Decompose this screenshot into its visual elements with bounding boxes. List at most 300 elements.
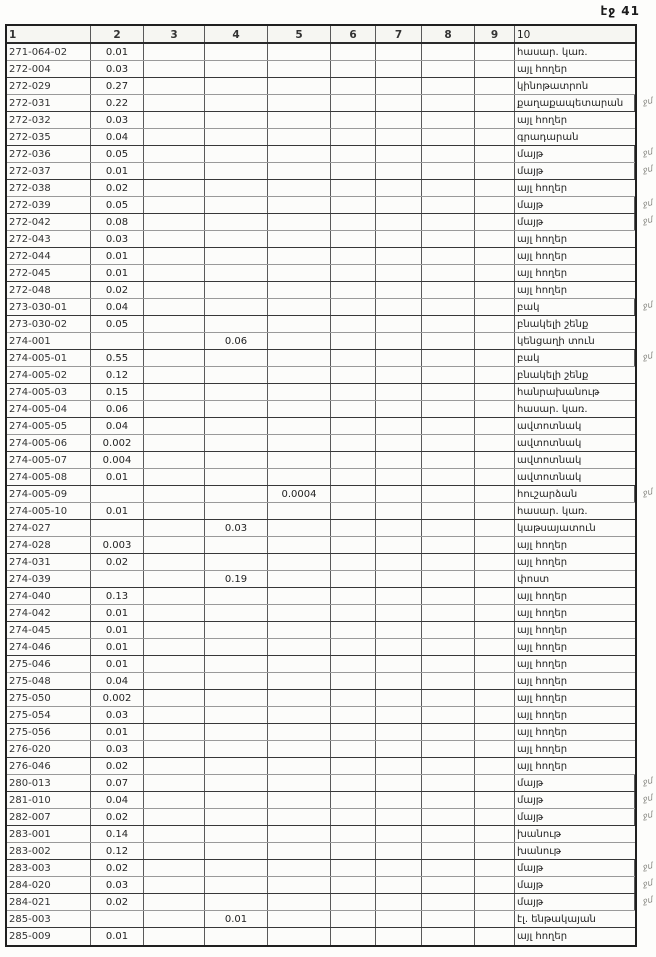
cell-code: 274-039: [7, 571, 91, 587]
cell-value: 0.08: [91, 214, 144, 230]
table-row: [7, 826, 635, 843]
table-row: [7, 605, 635, 622]
cell-value: [331, 537, 376, 553]
cell-value: [144, 792, 205, 808]
cell-label: այլ հողեր: [517, 931, 568, 942]
cell-value: [422, 197, 475, 213]
cell-value: 0.14: [91, 826, 144, 842]
cell-value: [268, 197, 331, 213]
cell-value: [205, 690, 268, 706]
cell-value: [422, 231, 475, 247]
cell-value: 0.03: [91, 61, 144, 77]
cell-code: 276-020: [7, 741, 91, 757]
table-row: [7, 401, 635, 418]
cell-value: [422, 248, 475, 264]
cell-value: [475, 826, 515, 842]
cell-value: [331, 622, 376, 638]
cell-value: [144, 571, 205, 587]
cell-value: [475, 214, 515, 230]
table-row: [7, 503, 635, 520]
cell-value: [422, 928, 475, 945]
margin-note: ջմ: [641, 793, 654, 805]
cell-value: [331, 758, 376, 774]
cell-value: [475, 180, 515, 196]
cell-value: [422, 384, 475, 400]
cell-value: [144, 843, 205, 859]
cell-code: 274-001: [7, 333, 91, 349]
cell-value: [205, 656, 268, 672]
cell-label: այլ հողեր: [517, 744, 568, 755]
cell-value: [144, 350, 205, 366]
cell-value: [268, 741, 331, 757]
table-row: [7, 469, 635, 486]
cell-value: [331, 248, 376, 264]
header-cell: 9: [475, 26, 515, 42]
cell-value: [331, 435, 376, 451]
cell-code: 274-005-10: [7, 503, 91, 519]
cell-code: 274-042: [7, 605, 91, 621]
cell-value: 0.002: [91, 690, 144, 706]
cell-value: 0.01: [91, 248, 144, 264]
cell-label: էլ. ենթակայան: [517, 914, 596, 925]
cell-value: [475, 44, 515, 60]
cell-value: [376, 622, 422, 638]
table-row: [7, 639, 635, 656]
cell-label: մայթ: [515, 860, 635, 876]
cell-code: 274-046: [7, 639, 91, 655]
cell-value: [422, 809, 475, 825]
cell-value: 0.03: [91, 112, 144, 128]
cell-value: [376, 860, 422, 876]
cell-value: [376, 265, 422, 281]
table-row: [7, 350, 654, 367]
cell-value: [144, 78, 205, 94]
cell-value: [205, 639, 268, 655]
table-row: [7, 554, 635, 571]
cell-label: այլ հողեր: [517, 557, 568, 568]
cell-value: 0.0004: [268, 486, 331, 502]
cell-value: [475, 537, 515, 553]
cell-value: 0.15: [91, 384, 144, 400]
cell-value: [331, 163, 376, 179]
cell-value: [144, 146, 205, 162]
cell-value: [475, 690, 515, 706]
cell-value: [331, 707, 376, 723]
cell-label: կենցաղի տուն: [517, 336, 595, 347]
cell-value: [376, 605, 422, 621]
cell-code: 280-013: [7, 775, 91, 791]
cell-value: [331, 877, 376, 893]
cell-value: [331, 860, 376, 876]
cell-value: 0.03: [91, 707, 144, 723]
table-row: [7, 843, 635, 860]
cell-value: [144, 503, 205, 519]
cell-value: [422, 333, 475, 349]
cell-value: 0.02: [91, 180, 144, 196]
cell-label: այլ հողեր: [517, 183, 568, 194]
cell-label: մայթ: [515, 146, 635, 162]
cell-value: [144, 707, 205, 723]
cell-label: գրադարան: [517, 132, 579, 143]
table-row: [7, 435, 635, 452]
table-body: [7, 44, 654, 945]
cell-value: [376, 690, 422, 706]
cell-value: [331, 894, 376, 910]
cell-value: [205, 112, 268, 128]
cell-value: [475, 197, 515, 213]
table-row: [7, 792, 654, 809]
cell-value: [331, 180, 376, 196]
cell-value: [475, 112, 515, 128]
cell-value: 0.01: [91, 928, 144, 945]
cell-value: 0.01: [91, 724, 144, 740]
cell-value: [268, 146, 331, 162]
cell-value: [475, 809, 515, 825]
cell-value: [268, 843, 331, 859]
cell-value: 0.05: [91, 146, 144, 162]
cell-value: [144, 741, 205, 757]
cell-value: [205, 350, 268, 366]
cell-value: [205, 928, 268, 945]
cell-value: 0.01: [91, 605, 144, 621]
cell-value: [205, 673, 268, 689]
cell-value: [268, 690, 331, 706]
cell-value: [205, 129, 268, 145]
cell-value: [268, 350, 331, 366]
cell-value: [268, 333, 331, 349]
cell-value: [331, 129, 376, 145]
cell-value: [205, 741, 268, 757]
cell-value: [376, 44, 422, 60]
cell-value: [422, 61, 475, 77]
cell-value: [205, 146, 268, 162]
cell-value: [475, 469, 515, 485]
cell-value: [205, 265, 268, 281]
cell-value: [475, 877, 515, 893]
cell-value: 0.02: [91, 282, 144, 298]
cell-value: [205, 554, 268, 570]
cell-value: [376, 894, 422, 910]
cell-label: մայթ: [515, 163, 635, 179]
cell-label: խանութ: [517, 829, 561, 840]
cell-value: [268, 894, 331, 910]
cell-value: 0.01: [91, 44, 144, 60]
cell-value: [268, 248, 331, 264]
cell-value: [422, 605, 475, 621]
cell-value: [331, 95, 376, 111]
cell-value: [205, 809, 268, 825]
header-cell: 5: [268, 26, 331, 42]
cell-label: հանրախանութ: [517, 387, 600, 398]
cell-value: [376, 843, 422, 859]
cell-value: 0.12: [91, 367, 144, 383]
cell-code: 274-005-07: [7, 452, 91, 468]
cell-label: մայթ: [515, 792, 635, 808]
cell-value: 0.12: [91, 843, 144, 859]
cell-label: կինոթատրոն: [517, 81, 589, 92]
cell-value: [422, 860, 475, 876]
cell-value: [144, 486, 205, 502]
table-row: [7, 877, 654, 894]
cell-value: 0.004: [91, 452, 144, 468]
cell-value: [376, 656, 422, 672]
cell-value: [422, 571, 475, 587]
cell-value: [205, 95, 268, 111]
cell-label: այլ հողեր: [517, 625, 568, 636]
cell-value: [422, 724, 475, 740]
cell-label: այլ հողեր: [517, 693, 568, 704]
cell-value: [144, 656, 205, 672]
cell-label: մայթ: [515, 775, 635, 791]
table-row: [7, 860, 654, 877]
cell-value: [475, 673, 515, 689]
table-row: [7, 928, 635, 945]
cell-value: [268, 571, 331, 587]
cell-label: այլ հողեր: [517, 540, 568, 551]
cell-code: 271-064-02: [7, 44, 91, 60]
margin-note: ջմ: [641, 164, 654, 176]
cell-value: [422, 894, 475, 910]
cell-value: [205, 894, 268, 910]
cell-value: [205, 860, 268, 876]
cell-value: [422, 486, 475, 502]
cell-value: [331, 571, 376, 587]
cell-value: [268, 418, 331, 434]
cell-value: 0.03: [91, 877, 144, 893]
cell-value: [144, 877, 205, 893]
cell-value: [475, 401, 515, 417]
cell-value: [422, 452, 475, 468]
cell-value: [205, 367, 268, 383]
cell-value: [422, 146, 475, 162]
cell-value: [331, 911, 376, 927]
cell-value: [144, 367, 205, 383]
table-row: [7, 95, 654, 112]
cell-value: 0.04: [91, 792, 144, 808]
cell-value: [205, 826, 268, 842]
cell-code: 273-030-02: [7, 316, 91, 332]
table-row: [7, 656, 635, 673]
cell-value: [205, 588, 268, 604]
cell-value: [331, 486, 376, 502]
cell-code: 275-056: [7, 724, 91, 740]
cell-value: [268, 384, 331, 400]
cell-value: [144, 928, 205, 945]
cell-value: [144, 248, 205, 264]
cell-label: հուշարձան: [515, 486, 635, 502]
cell-value: [376, 758, 422, 774]
cell-value: [331, 231, 376, 247]
cell-value: [475, 622, 515, 638]
cell-value: [331, 350, 376, 366]
cell-value: [144, 554, 205, 570]
cell-value: [268, 724, 331, 740]
cell-label: մայթ: [515, 809, 635, 825]
cell-value: [268, 112, 331, 128]
table-row: [7, 197, 654, 214]
cell-value: [475, 129, 515, 145]
cell-value: [331, 367, 376, 383]
cell-value: [205, 197, 268, 213]
table-row: [7, 282, 635, 299]
cell-value: [376, 316, 422, 332]
cell-value: [268, 503, 331, 519]
cell-value: [422, 469, 475, 485]
cell-value: [376, 826, 422, 842]
cell-value: 0.55: [91, 350, 144, 366]
cell-value: [205, 180, 268, 196]
cell-value: 0.02: [91, 554, 144, 570]
cell-value: [376, 911, 422, 927]
cell-label: ավտոտնակ: [517, 455, 582, 466]
cell-value: [144, 265, 205, 281]
cell-code: 272-037: [7, 163, 91, 179]
cell-value: [205, 537, 268, 553]
cell-value: [331, 673, 376, 689]
cell-value: [205, 316, 268, 332]
cell-value: [144, 316, 205, 332]
cell-value: [144, 435, 205, 451]
margin-note: ջմ: [641, 198, 654, 210]
cell-value: [376, 928, 422, 945]
cell-value: [376, 231, 422, 247]
cell-label: բակ: [515, 299, 635, 315]
cell-value: [475, 554, 515, 570]
cell-value: [422, 367, 475, 383]
cell-value: [144, 44, 205, 60]
cell-code: 276-046: [7, 758, 91, 774]
cell-value: [475, 605, 515, 621]
cell-label: բնակելի շենք: [517, 319, 589, 330]
cell-value: [331, 61, 376, 77]
cell-value: [331, 384, 376, 400]
cell-value: [205, 418, 268, 434]
cell-value: [268, 367, 331, 383]
table-row: [7, 129, 635, 146]
cell-value: [422, 299, 475, 315]
cell-value: [422, 112, 475, 128]
cell-value: [268, 673, 331, 689]
margin-note: ջմ: [641, 861, 654, 873]
cell-code: 272-032: [7, 112, 91, 128]
cell-value: [144, 809, 205, 825]
cell-value: [205, 792, 268, 808]
cell-value: [376, 95, 422, 111]
cell-value: [144, 911, 205, 927]
cell-value: [475, 248, 515, 264]
cell-value: [376, 146, 422, 162]
cell-value: [331, 299, 376, 315]
cell-value: [268, 622, 331, 638]
cell-value: [475, 367, 515, 383]
cell-label: մայթ: [515, 894, 635, 910]
cell-value: [475, 384, 515, 400]
cell-code: 272-038: [7, 180, 91, 196]
cell-value: 0.07: [91, 775, 144, 791]
cell-label: քաղաքապետարան: [515, 95, 635, 111]
cell-value: [268, 469, 331, 485]
table-row: [7, 537, 635, 554]
cell-value: 0.05: [91, 316, 144, 332]
cell-label: բակ: [515, 350, 635, 366]
cell-value: [475, 163, 515, 179]
cell-code: 275-050: [7, 690, 91, 706]
cell-value: [376, 180, 422, 196]
cell-value: [475, 928, 515, 945]
cell-value: [376, 554, 422, 570]
cell-value: [268, 707, 331, 723]
cell-value: 0.04: [91, 418, 144, 434]
cell-value: [331, 265, 376, 281]
cell-value: 0.22: [91, 95, 144, 111]
cell-value: [205, 724, 268, 740]
cell-code: 274-005-02: [7, 367, 91, 383]
cell-value: [91, 333, 144, 349]
cell-label: այլ հողեր: [517, 727, 568, 738]
cell-value: [268, 537, 331, 553]
margin-note: ջմ: [641, 147, 654, 159]
cell-value: [205, 44, 268, 60]
table-row: [7, 452, 635, 469]
table-row: [7, 248, 635, 265]
cell-label: խանութ: [517, 846, 561, 857]
cell-value: 0.003: [91, 537, 144, 553]
cell-value: [205, 452, 268, 468]
cell-code: 283-002: [7, 843, 91, 859]
cell-value: 0.01: [91, 163, 144, 179]
cell-value: 0.05: [91, 197, 144, 213]
cell-value: 0.04: [91, 299, 144, 315]
table-row: [7, 61, 635, 78]
table-row: [7, 112, 635, 129]
cell-value: [331, 639, 376, 655]
cell-value: [475, 724, 515, 740]
cell-label: մայթ: [515, 214, 635, 230]
cell-value: [376, 333, 422, 349]
cell-value: [376, 78, 422, 94]
cell-code: 272-042: [7, 214, 91, 230]
cell-value: [268, 605, 331, 621]
cell-value: [376, 163, 422, 179]
cell-label: այլ հողեր: [517, 285, 568, 296]
cell-value: [205, 622, 268, 638]
cell-value: [144, 673, 205, 689]
cell-value: [376, 707, 422, 723]
cell-code: 274-040: [7, 588, 91, 604]
cell-value: 0.27: [91, 78, 144, 94]
cell-value: [331, 588, 376, 604]
cell-value: [268, 826, 331, 842]
cell-value: [331, 741, 376, 757]
header-cell: 10: [517, 29, 531, 41]
cell-value: [422, 282, 475, 298]
cell-code: 275-048: [7, 673, 91, 689]
cell-value: [144, 401, 205, 417]
cell-value: [144, 622, 205, 638]
header-cell: 3: [144, 26, 205, 42]
table-row: [7, 741, 635, 758]
table-row: [7, 894, 654, 911]
cell-value: [331, 826, 376, 842]
cell-value: [205, 299, 268, 315]
cell-value: 0.04: [91, 673, 144, 689]
cell-value: [422, 180, 475, 196]
cell-value: [268, 180, 331, 196]
cell-label: ավտոտնակ: [517, 438, 582, 449]
cell-value: [205, 707, 268, 723]
table-row: [7, 316, 635, 333]
cell-code: 274-005-01: [7, 350, 91, 366]
